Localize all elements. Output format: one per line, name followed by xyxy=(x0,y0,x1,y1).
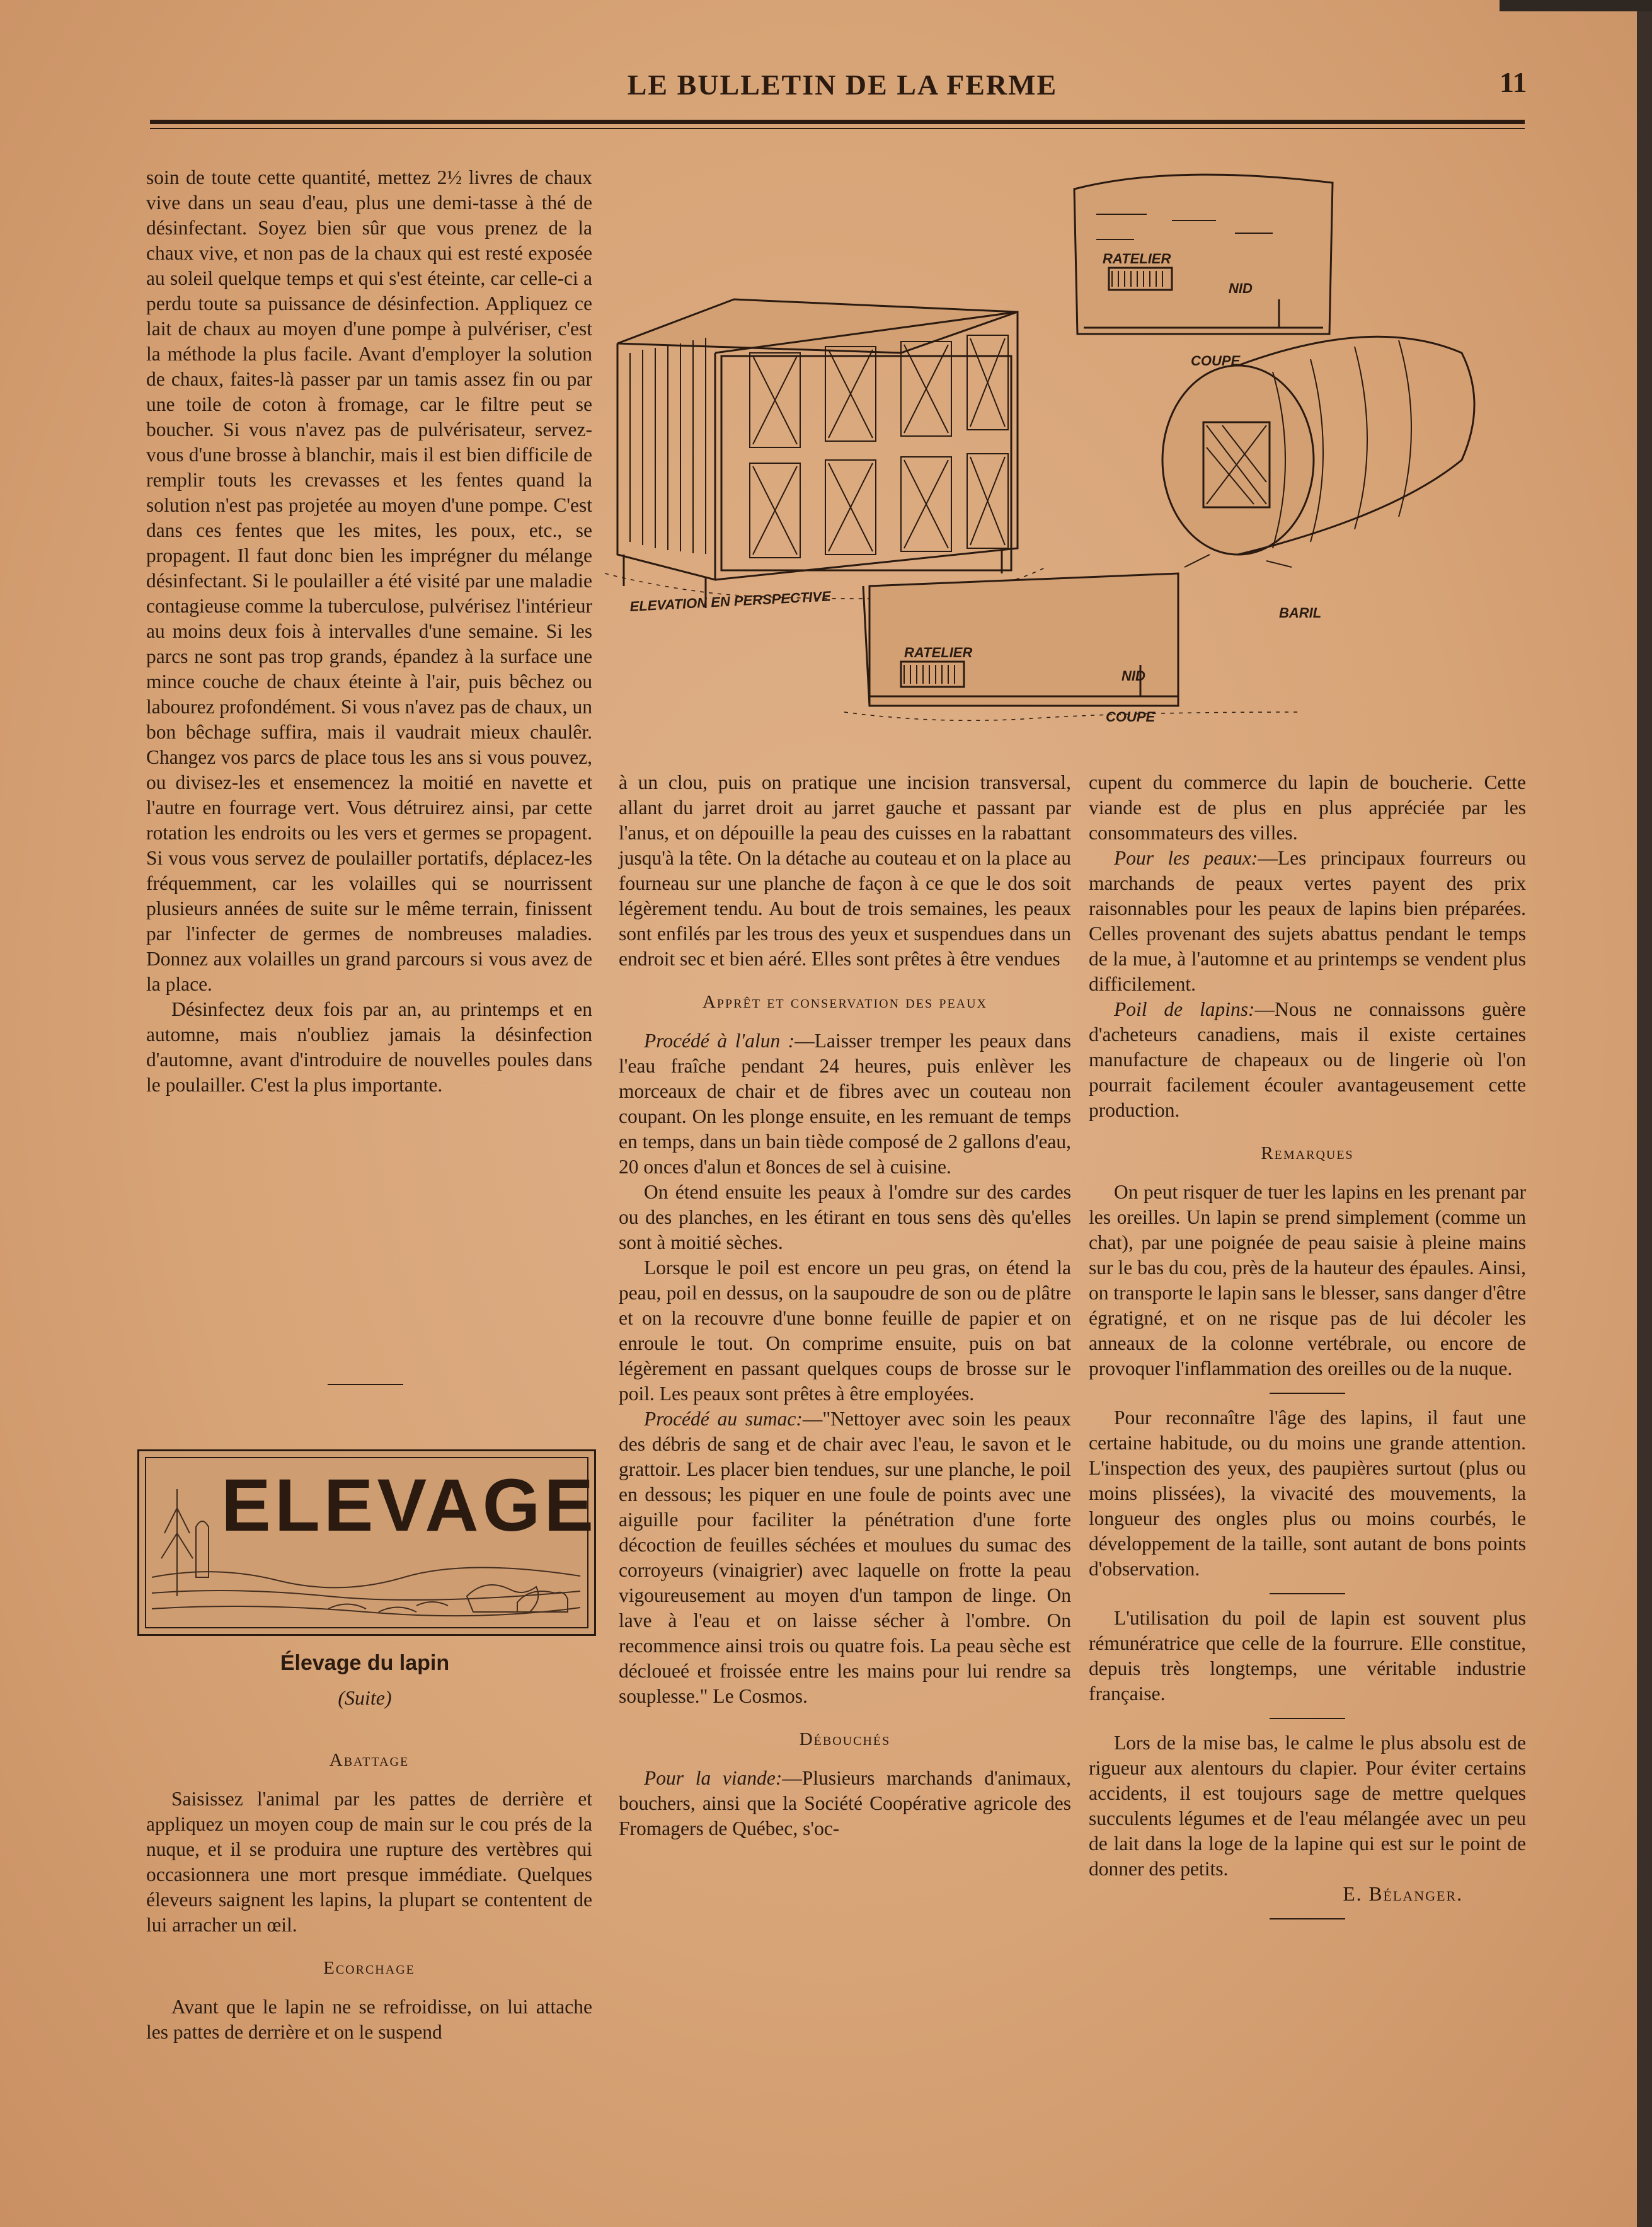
sumac-paragraph xyxy=(619,1407,1071,1709)
viande-text: —Plusieurs marchands d'animaux, bouchers, ainsi que la Société Coopérative agricole des Fromagers de Québec, s'oc- xyxy=(619,1767,1071,1839)
article-title: Élevage du lapin xyxy=(280,1651,450,1675)
label-elevation: ELEVATION EN PERSPECTIVE xyxy=(629,588,832,614)
separator xyxy=(1270,1918,1345,1919)
peaux-text: —Les principaux fourreurs ou marchands de peaux vertes payent des prix raisonnables pour les peaux de lapins bien préparées. Celles provenant des sujets abattus pendant le temps de la mue, à l'automne et au printemps se vendent plus difficilement. xyxy=(1089,847,1526,995)
header-rule xyxy=(150,120,1525,124)
viande-label: Pour la viande: xyxy=(644,1767,783,1789)
page-number: 11 xyxy=(1500,66,1527,98)
heading-ecorchage: Ecorchage xyxy=(323,1958,415,1978)
alun-paragraph xyxy=(619,1028,1071,1180)
label-baril: BARIL xyxy=(1279,605,1322,621)
elevation-drawing xyxy=(605,299,1046,608)
label-coupe-top: COUPE xyxy=(1191,353,1241,369)
column-1-bottom xyxy=(146,1730,592,2045)
abattage-paragraph: Saisissez l'animal par les pattes de derrière et appliquez un moyen coup de main sur le cou prés de la nuque, et il se produira une rupture des vertèbres qui occasionnera une mort presque immédiate. Quelques éleveurs saignent les lapins, la plupart se contentent de lui arracher un œil. xyxy=(146,1788,592,1936)
remarque-1: On peut risquer de tuer les lapins en les prenant par les oreilles. Un lapin se prend simplement (comme un chat), par une poignée de peau saisie à pleine mains sur le bas du cou, près de la hauteur des épaules. Ainsi, on transporte le lapin sans le blesser, sans danger d'être égratigné, et on ne risque pas de lui décoler les anneaux de la colonne vertébrale, ou encore de provoquer l'inflammation des oreilles ou de la nuque. xyxy=(1089,1181,1526,1379)
column-3 xyxy=(1089,770,1526,1931)
poil-lapins-paragraph xyxy=(1089,997,1526,1123)
remarque-3: L'utilisation du poil de lapin est souvent plus rémunératrice que celle de la fourrure. Elle constitue, depuis très longtemps, une véritable industrie française. xyxy=(1089,1607,1526,1705)
remarque-4: Lors de la mise bas, le calme le plus absolu est de rigueur aux alentours du clapier. Pour éviter certains accidents, il est toujours sage de mettre quelques succulents légumes et de l'eau mélangée avec un peu de lait dans la loge de la lapine qui est sur le point de donner des petits. xyxy=(1089,1732,1526,1880)
baril-drawing xyxy=(1162,337,1474,567)
hutch-illustration xyxy=(605,164,1525,756)
article-subtitle: (Suite) xyxy=(338,1686,392,1709)
hutch-drawings xyxy=(605,164,1525,756)
column-2 xyxy=(619,770,1071,1841)
sumac-label: Procédé au sumac: xyxy=(644,1408,803,1430)
heading-abattage: Abattage xyxy=(329,1750,410,1770)
label-nid-bottom: NID xyxy=(1121,668,1145,684)
ombre-paragraph: On étend ensuite les peaux à l'omdre sur des cardes ou des planches, en les étirant en tous sens dès qu'elles sont à moitié sèches. xyxy=(619,1181,1071,1253)
ecorchage-paragraph: Avant que le lapin ne se refroidisse, on lui attache les pattes de derrière et on le suspend xyxy=(146,1996,592,2043)
label-ratelier-top: RATELIER xyxy=(1103,251,1171,267)
header-rule-thin xyxy=(150,128,1525,129)
banner-word: ELEVAGE xyxy=(221,1464,598,1547)
label-nid-top: NID xyxy=(1229,280,1253,296)
poil-paragraph: Lorsque le poil est encore un peu gras, on étend la peau, poil en dessus, on la saupoudre de son ou de plâtre et on la recouvre d'une bonne feuille de papier et on enroule le tout. On comprime ensuite, puis on bat légèrement en passant quelques coups de brosse sur le poil. Les peaux sont prêtes à être employées. xyxy=(619,1257,1071,1405)
scan-edge xyxy=(1637,0,1652,2227)
label-ratelier-bottom: RATELIER xyxy=(904,645,973,660)
heading-appret: Apprêt et conservation des peaux xyxy=(702,992,987,1012)
heading-debouches: Débouchés xyxy=(799,1729,891,1749)
peaux-label: Pour les peaux: xyxy=(1114,847,1258,869)
remarque-2: Pour reconnaître l'âge des lapins, il faut une certaine habitude, ou du moins une grande attention. L'inspection des yeux, des paupières surtout (plus ou moins plissées), la vivacité des mouvements, la longueur des ongles plus ou moins courbés, le développement de la taille, sont autant de bons points d'observation. xyxy=(1089,1407,1526,1580)
col2-paragraph-1: à un clou, puis on pratique une incision transversal, allant du jarret droit au jarret gauche et passant par l'anus, et on dépouille la peau des cuisses en la rabattant jusqu'à la tête. On la détache au couteau et on la place au fourneau sur une planche de façon à ce que le dos soit légèrement tendu. Au bout de trois semaines, les peaux sont enfilés par les trous des yeux et suspendues dans un endroit sec et bien aéré. Elles sont prêtes à être vendues xyxy=(619,771,1071,970)
peaux-paragraph xyxy=(1089,846,1526,997)
alun-label: Procédé à l'alun : xyxy=(644,1030,795,1052)
poil-text: —Nous ne connaissons guère d'acheteurs canadiens, mais il existe certaines manufacture de chapeaux ou de lingerie où l'on pourrait facilement écouler avantageusement cette production. xyxy=(1089,998,1526,1121)
column-1 xyxy=(146,165,592,1098)
viande-paragraph xyxy=(619,1766,1071,1841)
separator xyxy=(1270,1393,1345,1394)
column-separator xyxy=(328,1384,403,1385)
separator xyxy=(1270,1718,1345,1719)
scan-edge-top xyxy=(1500,0,1652,11)
col1-paragraph-1: soin de toute cette quantité, mettez 2½ livres de chaux vive dans un seau d'eau, plus une demi-tasse à thé de désinfectant. Soyez bien sûr que vous prenez de la chaux vive, et non pas de la chaux qui est resté exposée au soleil quelque temps et qui s'est éteinte, car celle-ci a perdu toute sa puissance de désinfection. Appliquez ce lait de chaux au moyen d'une pompe à pulvériser, c'est la méthode la plus facile. Avant d'employer la solution de chaux, faites-là passer par un tamis assez fin ou par une toile de coton à fromage, car le filtre peut se boucher. Si vous n'avez pas de pulvérisateur, servez-vous d'une brosse à blanchir, mais il est bien difficile de remplir touts les crevasses et les fentes quand la solution n'est pas projetée au moyen d'une pompe. C'est dans ces fentes que les mites, les poux, etc., se propagent. Il faut donc bien les imprégner du mélange désinfectant. Si le poulailler a été visité par une maladie contagieuse comme la tuberculose, pulvérisez l'intérieur au moins deux fois à intervalles d'une semaine. Si les parcs ne sont pas trop grands, épandez à la surface une mince couche de chaux éteinte à l'air, puis bêchez ou labourez profondément. Si vous n'avez pas de chaux, un bon bêchage suffira, mais il vaudrait mieux chaulêr. Changez vos parcs de place tous les ans si vous pouvez, ou divisez-les et ensemencez la moitié en navette et l'autre en fourrage vert. Vous détruirez ainsi, par cette rotation les endroits ou les vers et germes se propagent. Si vous vous servez de poulailler portatifs, déplacez-les fréquemment, car les volailles qui se nourrissent plusieurs années de suite sur le même terrain, finissent par l'infecter de germes de nombreuses maladies. Donnez aux volailles un grand parcours si vous avez de la place. xyxy=(146,166,592,995)
running-title: LE BULLETIN DE LA FERME xyxy=(627,69,1058,101)
heading-remarques: Remarques xyxy=(1261,1143,1354,1163)
signature: E. Bélanger. xyxy=(1343,1883,1463,1905)
col3-paragraph-1: cupent du commerce du lapin de boucherie. Cette viande est de plus en plus appréciée par les consommateurs des villes. xyxy=(1089,771,1526,844)
col1-paragraph-2: Désinfectez deux fois par an, au printemps et en automne, mais n'oubliez jamais la désinfection d'automne, avant d'introduire de nouvelles poules dans le poulailler. C'est la plus importante. xyxy=(146,998,592,1096)
elevage-banner xyxy=(137,1449,596,1636)
poil-label: Poil de lapins: xyxy=(1114,998,1255,1020)
separator xyxy=(1270,1593,1345,1594)
label-coupe-bottom: COUPE xyxy=(1106,709,1156,725)
alun-text: —Laisser tremper les peaux dans l'eau fraîche pendant 24 heures, puis enlèver les morceaux de chair et de fibres avec un couteau non coupant. On les plonge ensuite, en les remuant de temps en temps, dans un bain tiède composé de 2 gallons d'eau, 20 onces d'alun et 8onces de sel à cuisine. xyxy=(619,1030,1071,1178)
sumac-text: —"Nettoyer avec soin les peaux des débris de sang et de chair avec l'eau, le savon et le grattoir. Les placer bien tendues, sur une planche, le poil en dessous; les piquer en une foule de points avec une aiguille pour faciliter la pénétration d'une forte décoction de feuilles séchées et moulues du sumac des corroyeurs (vinaigrier) avec laquelle on frotte la peau vigoureusement au moyen d'un tampon de linge. On lave à l'eau et on laisse sécher à l'ombre. On recommence ainsi trois ou quatre fois. La peau sèche est décloueé et froissée entre les mains pour lui rendre sa souplesse." Le Cosmos. xyxy=(619,1408,1071,1707)
